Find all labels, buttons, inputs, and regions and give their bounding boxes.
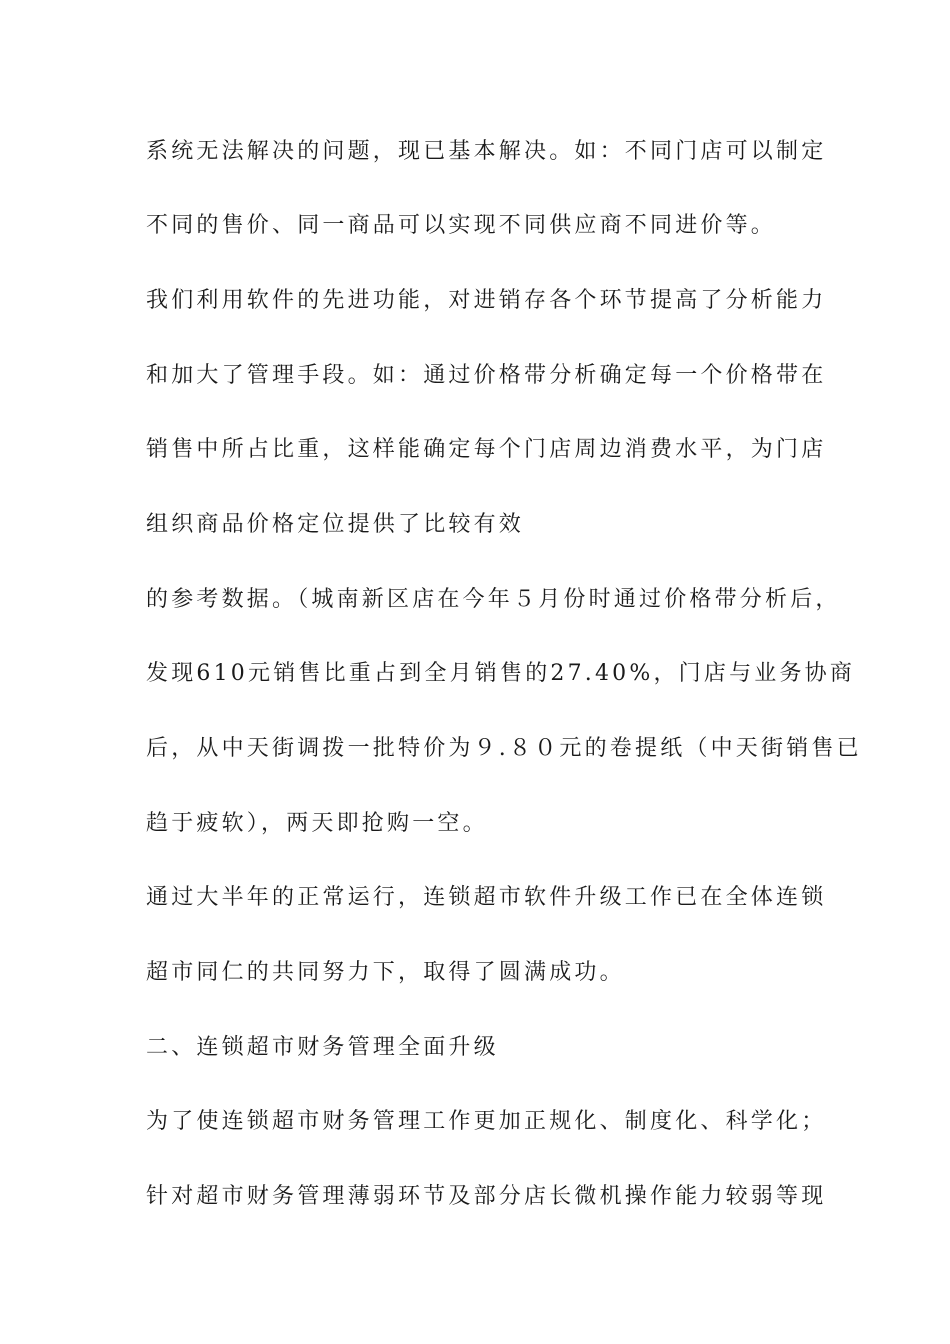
text-line-2: 不同的售价、同一商品可以实现不同供应商不同进价等。 <box>146 213 777 238</box>
text-line-5: 销售中所占比重，这样能确定每个门店周边消费水平，为门店 <box>146 437 827 462</box>
text-line-1: 系统无法解决的问题，现已基本解决。如：不同门店可以制定 <box>146 139 827 164</box>
text-line-9: 后，从中天街调拨一批特价为９.８０元的卷提纸（中天街销售已 <box>146 736 862 761</box>
text-line-11: 通过大半年的正常运行，连锁超市软件升级工作已在全体连锁 <box>146 885 827 910</box>
text-line-7: 的参考数据。（城南新区店在今年５月份时通过价格带分析后， <box>146 587 841 612</box>
text-line-10: 趋于疲软），两天即抢购一空。 <box>146 811 488 836</box>
text-line-4: 和加大了管理手段。如：通过价格带分析确定每一个价格带在 <box>146 363 827 388</box>
text-line-6: 组织商品价格定位提供了比较有效 <box>146 512 525 537</box>
text-line-12: 超市同仁的共同努力下，取得了圆满成功。 <box>146 960 625 985</box>
text-line-14: 为了使连锁超市财务管理工作更加正规化、制度化、科学化； <box>146 1109 827 1134</box>
text-line-3: 我们利用软件的先进功能，对进销存各个环节提高了分析能力 <box>146 288 827 313</box>
section-heading: 二、连锁超市财务管理全面升级 <box>146 1035 499 1060</box>
text-line-8: 发现610元销售比重占到全月销售的27.40%，门店与业务协商 <box>146 661 856 686</box>
text-line-15: 针对超市财务管理薄弱环节及部分店长微机操作能力较弱等现 <box>146 1184 827 1209</box>
